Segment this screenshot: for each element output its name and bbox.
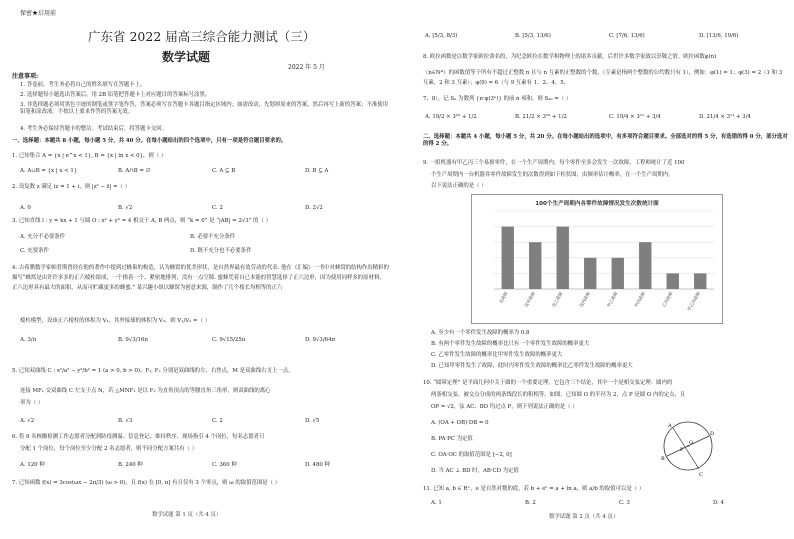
chart-title: 100个生产周期内各零件故障情况发生次数统计图 [535, 201, 659, 207]
fault-bar-chart [471, 194, 723, 324]
right-footer: 数学试题 第 2 页（共 4 页） [549, 514, 619, 520]
section1-header: 一、选择题：本题共 8 小题，每小题 5 分，共 40 分。在每小题给出的四个选项中，只有一项是符合题目要求的。 [12, 138, 287, 144]
exam-date: 2022 年 5 月 [288, 64, 325, 71]
q9-stem-line1: 9. 一组机器有甲乙丙三个易损零件，在一个生产周期内，每个零件至多会发生一次故障，工程师统计了近 100 [423, 160, 685, 166]
q5-option-b: B. √3 [118, 418, 133, 424]
q5-stem-line2: 连接 MF₁ 交双曲线 C 左支于点 N，若 △MNF₂ 是以 F₂ 为直角顶点的等腰直角三角形，则双曲线的离心 [20, 388, 271, 394]
q5-stem-line3: 率为（ ） [20, 400, 44, 406]
q10-stem-line1: 10. “圆幂定理” 是平面几何中关于圆的一个重要定理，它包含三个结论，其中一个是相交弦定理：圆内的 [423, 380, 673, 386]
q6-option-b: B. 240 种 [118, 462, 143, 468]
q8-option-d: D. 21/4 × 3¹¹ + 3/4 [699, 114, 751, 120]
q3-option-d: D. 既不充分也不必要条件 [190, 248, 252, 254]
q8-stem-line3: 7、8）。记 Sₙ 为数列 {n·φ(3ⁿ)} 的前 n 项和，则 S₁₀ =（ ） [423, 96, 572, 102]
q4-option-d: D. 9√3/64π [305, 337, 336, 343]
q7-option-d: D. [13/6, 19/6) [699, 33, 739, 39]
category-label: 无故障 [497, 291, 509, 305]
q8-option-a: A. 19/2 × 3²⁰ + 1/2 [425, 114, 477, 120]
label-d: D [710, 431, 715, 437]
note-1: 1. 答卷前，考生务必将自己的姓名填写在答题卡上。 [20, 82, 146, 88]
q9-option-a: A. 至少有一个零件发生故障的概率为 0.8 [431, 330, 530, 336]
q10-option-d: D. 当 AC ⊥ BD 时，AB·CD 为定值 [431, 468, 519, 474]
q2-option-c: C. 2 [212, 205, 223, 211]
q11-option-b: B. 2 [525, 500, 536, 506]
label-b: B [661, 456, 665, 462]
q11-option-d: D. 4 [713, 500, 724, 506]
chart-canvas [472, 195, 722, 323]
q6-option-a: A. 120 种 [20, 462, 45, 468]
bar-4 [612, 258, 624, 289]
category-label: 甲丙故障 [633, 291, 647, 309]
q1-option-d: D. B ⊆ A [305, 168, 329, 174]
bar-5 [639, 242, 651, 289]
bar-1 [529, 242, 541, 289]
q4-stem-end: 棱柱模型，设该正六棱柱的体积为 V₁，其外接球的体积为 V₂，则 V₁/V₂ =（ ） [20, 318, 211, 324]
q7-stem: 7. 已知函数 f(x) = 3cos(ωx − 2π/3) (ω > 0)，且 f(x) 在 [0, π] 有且仅有 3 个零点，则 ω 的取值范围是（ ） [12, 480, 281, 486]
q7-option-a: A. [5/3, 8/3) [425, 33, 458, 39]
q10-stem-line2: 两条相交弦，被交点分成的两条线段长的积相等。如图，已知圆 O 的半径为 2，点 P 是圆 O 内的定点，且 [431, 392, 686, 398]
q7-option-c: C. [7/6, 13/6) [609, 33, 645, 39]
q8-stem-line1: 8. 欧拉函数是以数学家欧拉命名的，为纪念欧拉在数学和物理上的诸多贡献，后世许多数学家致以崇敬之情。欧拉函数φ(n) [423, 54, 717, 60]
label-c: C [699, 472, 703, 478]
q10-option-a: A. (OA + OB)·DB = 0 [431, 420, 489, 426]
q9-option-c: C. 乙零件发生故障的概率比甲零件发生故障的概率更大 [431, 352, 563, 358]
category-label: 甲乙丙故障 [686, 291, 702, 312]
q3-option-c: C. 充要条件 [20, 248, 49, 254]
q3-option-a: A. 充分不必要条件 [20, 234, 66, 240]
label-a: A [668, 423, 672, 429]
category-label: 仅甲故障 [523, 291, 537, 309]
q2-option-a: A. 0 [20, 205, 31, 211]
q11-stem: 11. 已知 a, b ∈ R⁺，e 是自然对数的底，若 b + eᵇ = a + ln a，则 a/b 的取值可以是（ ） [423, 486, 645, 492]
notes-heading: 注意事项: [12, 73, 39, 80]
q2-stem: 2. 设复数 z 满足 iz = 1 + i，则 |z² − z̄| =（ ） [12, 184, 131, 190]
category-label: 甲乙故障 [605, 291, 619, 309]
q1-option-b: B. A∩B = ∅ [118, 168, 151, 174]
q4-option-c: C. 9√15/25π [212, 337, 246, 343]
label-o: O [689, 440, 694, 446]
q9-stem-line3: 以下说法正确的是（ ） [431, 183, 487, 189]
category-label: 仅乙故障 [550, 291, 564, 309]
q1-option-c: C. A ⊆ B [212, 168, 236, 174]
q11-option-c: C. 3 [619, 500, 630, 506]
q5-stem-line1: 5. 已知双曲线 C : x²/a² − y²/b² = 1 (a > 0, b > 0)，F₁, F₂ 分别是双曲线的左、右焦点，M 是双曲线右支上一点， [12, 368, 294, 374]
section2-header: 二、选择题：本题共 4 小题，每小题 5 分，共 20 分。在每小题给出的选项中，有多项符合题目要求。全部选对的得 5 分，有选错的得 0 分，部分选对的得 2 分。 [423, 134, 788, 147]
note-3: 3. 非选择题必须用黑色字迹的钢笔或签字笔作答，答案必须写在答题卡各题目指定区域内；如需改动，先划掉原来的答案，然后再写上新的答案；不准使用铅笔和涂改液。不按以上要求作答的答案无效。 [20, 102, 389, 115]
q6-option-d: D. 480 种 [305, 462, 330, 468]
q9-option-d: D. 已知甲零件发生了故障，此时丙零件发生故障的概率比乙零件发生故障的概率更大 [431, 363, 633, 369]
right-page [397, 0, 794, 539]
q6-stem-line1: 6. 将 8 名核酸检测工作志愿者分配到防疫测温、信息登记、维持秩序、现场指引 4 个岗位，每名志愿者只 [12, 434, 265, 440]
left-footer: 数学试题 第 1 页（共 4 页） [152, 512, 222, 518]
bar-0 [502, 227, 514, 289]
category-label: 仅丙故障 [578, 291, 592, 309]
q6-stem-line2: 分配 1 个岗位，每个岗位至少分配 2 名志愿者，则不同分配方案共有（ ） [20, 446, 198, 452]
category-label: 乙丙故障 [660, 291, 674, 309]
q5-option-d: D. √5 [305, 418, 320, 424]
bar-7 [694, 273, 706, 289]
q4-option-a: A. 3/π [20, 337, 37, 343]
q10-stem-line3: OP = √2，弦 AC、BD 均过点 P，则下列说法正确的是（ ） [431, 404, 578, 410]
q10-option-c: C. OA·OC 的取值范围是 [−2, 0] [431, 452, 512, 458]
bar-2 [557, 227, 569, 289]
q7-option-b: B. [5/3, 13/6) [515, 33, 551, 39]
q8-option-b: B. 21/2 × 3²⁰ + 1/2 [515, 114, 567, 120]
note-4: 4. 考生务必保持答题卡的整洁。考试结束后，将答题卡交回。 [20, 126, 168, 132]
q8-stem-line2: （n∈N*）的函数值等于所有不超过正整数 n 且与 n 互素的正整数的个数，（互素是指两个整数的公约数只有 1），例如：φ(1) = 1；φ(3) = 2（1 和 3 互素，2 和 3 互素）；φ(9) = 6（与 9 互素有 1、2、4、5、 [423, 70, 783, 86]
circle-figure [659, 416, 717, 478]
q6-option-c: C. 360 种 [212, 462, 237, 468]
q10-option-b: B. PA·PC 为定值 [431, 436, 473, 442]
q3-stem: 3. 已知直线 l : y = kx + 1 与圆 O : x² + y² = 4 相交于 A, B 两点，则 “k = 0” 是 “|AB| = 2√3” 的（ ） [12, 218, 272, 224]
q3-option-b: B. 必要不充分条件 [190, 234, 236, 240]
q2-option-b: B. √2 [118, 205, 133, 211]
bar-3 [584, 258, 596, 289]
q11-option-a: A. 1 [431, 500, 442, 506]
q1-stem: 1. 已知集合 A = {x | e^x < 1}, B = {x | ln x < 0}，则（ ） [12, 153, 167, 159]
q4-option-b: B. 9√3/16π [118, 337, 148, 343]
subject-title: 数学试题 [162, 50, 211, 64]
q2-option-d: D. 2√2 [305, 205, 323, 211]
chord-ac [673, 428, 699, 469]
q1-option-a: A. A∪B = {x | x < 1} [20, 168, 78, 174]
q4-stem: 4. 古希腊数学家帕普斯曾经在他的著作中提到过蜂巢的构造，认为蜂窝的优美形状，是自然界最有效劳动的代表. 他在《汇编》一书中对蜂窝的结构作出精彩的描写“蜂窝是由许许多多的正六棱柱组成，一个挨着一个，紧密地排列，没有一点空隙. 蜜蜂凭着自己本能的智慧选择了正六边形，因为使用同样多的原材料，正六边形具有最大的面积，从而可贮藏更多的蜂蜜.” 某兴趣小组以蜂窝为创意来源，制作了几个棱长均相等的正六 [12, 265, 389, 291]
q5-option-a: A. √2 [20, 418, 35, 424]
exam-title: 广东省 2022 届高三综合能力测试（三） [88, 29, 316, 44]
label-p: P [680, 447, 684, 453]
note-2: 2. 选择题每小题选出答案后，用 2B 铅笔把答题卡上对应题目的答案标号涂黑。 [20, 92, 211, 98]
q9-option-b: B. 有两个零件发生故障的概率比只有一个零件发生故障的概率更大 [431, 341, 590, 347]
q8-option-c: C. 19/4 × 3¹¹ + 3/4 [609, 114, 661, 120]
q9-stem-line2: 个生产周期内一台机器各零件故障发生的次数得到如下柱状图，由频率估计概率，在一个生产周期内， [431, 172, 674, 178]
secret-mark: 保密★启用前 [20, 10, 57, 17]
bar-6 [667, 273, 679, 289]
q5-option-c: C. 2 [212, 418, 223, 424]
